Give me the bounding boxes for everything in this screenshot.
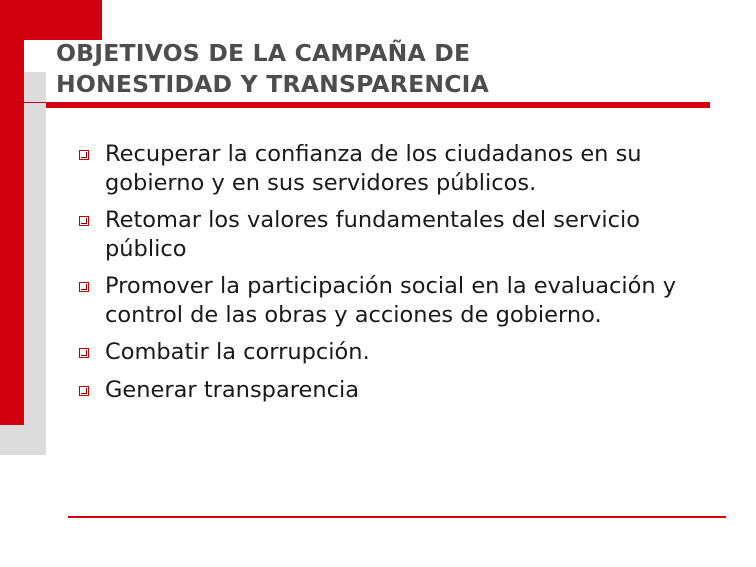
slide-title-line-1: OBJETIVOS DE LA CAMPAÑA DE bbox=[56, 39, 471, 67]
list-item bbox=[78, 338, 708, 367]
gray-side-bar bbox=[24, 72, 46, 455]
list-item-text: Combatir la corrupción. bbox=[105, 339, 370, 365]
square-bullet-icon bbox=[79, 150, 89, 160]
slide-title-line-2: HONESTIDAD Y TRANSPARENCIA bbox=[56, 70, 489, 98]
square-bullet-icon bbox=[79, 282, 89, 292]
footer-rule bbox=[68, 516, 726, 518]
list-item-text: Promover la participación social en la evaluación y control de las obras y acciones de gobierno. bbox=[105, 273, 677, 328]
list-item-text: Generar transparencia bbox=[105, 376, 360, 403]
list-item bbox=[78, 272, 708, 329]
list-item bbox=[78, 376, 708, 405]
square-bullet-icon bbox=[79, 348, 89, 358]
list-item-text: Recuperar la confianza de los ciudadanos en su gobierno y en sus servidores públicos. bbox=[105, 141, 642, 196]
objectives-list bbox=[78, 140, 708, 413]
title-underline bbox=[46, 102, 710, 108]
slide-title bbox=[56, 38, 706, 100]
square-bullet-icon bbox=[79, 386, 89, 396]
gray-bar-end bbox=[0, 425, 24, 455]
list-item-text: Retomar los valores fundamentales del servicio público bbox=[105, 207, 641, 262]
list-item bbox=[78, 206, 708, 263]
list-item bbox=[78, 140, 708, 197]
square-bullet-icon bbox=[79, 216, 89, 226]
red-side-bar bbox=[0, 0, 24, 425]
title-hairline bbox=[0, 102, 46, 103]
